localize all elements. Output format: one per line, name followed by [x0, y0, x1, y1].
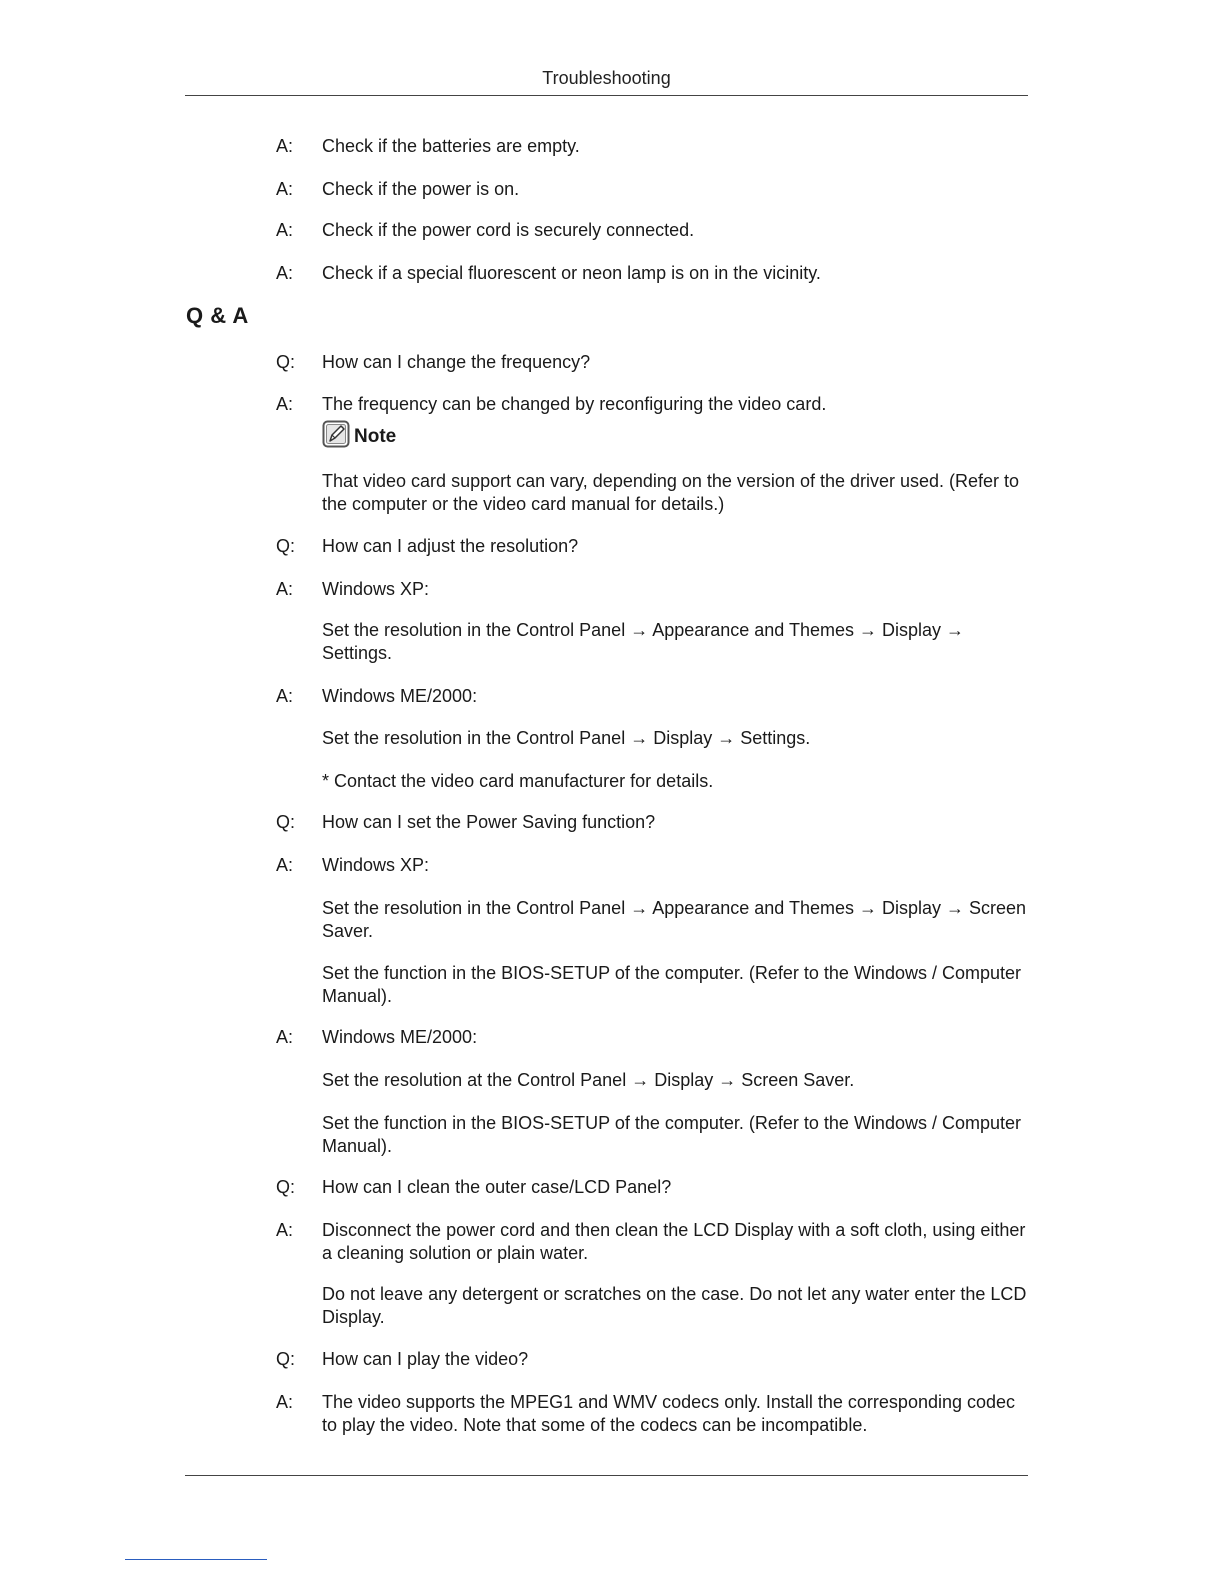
note-callout	[322, 418, 396, 448]
answer-text: Windows ME/2000:	[322, 686, 478, 706]
answer-prefix: A:	[276, 1027, 294, 1047]
question-text: How can I adjust the resolution?	[322, 536, 579, 556]
answer-detail: Set the function in the BIOS-SETUP of the computer. (Refer to the Windows / Computer Manual).	[322, 1113, 1021, 1156]
answer-detail: Set the resolution at the Control Panel → Display → Screen Saver.	[322, 1070, 855, 1090]
answer-text: Check if the power is on.	[322, 179, 520, 199]
question-prefix: Q:	[276, 1349, 296, 1369]
answer-text: Disconnect the power cord and then clean the LCD Display with a soft cloth, using either a cleaning solution or plain water.	[322, 1220, 1026, 1263]
answer-text: Check if the power cord is securely connected.	[322, 220, 695, 240]
answer-prefix: A:	[276, 855, 294, 875]
answer-prefix: A:	[276, 1220, 294, 1240]
note-text: That video card support can vary, depending on the version of the driver used. (Refer to the computer or the video card manual for details.)	[322, 471, 1020, 514]
answer-detail: Set the function in the BIOS-SETUP of the computer. (Refer to the Windows / Computer Manual).	[322, 963, 1021, 1006]
note-label: Note	[354, 426, 397, 447]
question-prefix: Q:	[276, 352, 296, 372]
question-text: How can I change the frequency?	[322, 352, 591, 372]
answer-text: Windows XP:	[322, 855, 430, 875]
answer-prefix: A:	[276, 1392, 294, 1412]
footer-link-underline	[125, 1559, 267, 1560]
footer-divider	[185, 1475, 1028, 1476]
question-text: How can I play the video?	[322, 1349, 529, 1369]
question-text: How can I set the Power Saving function?	[322, 812, 656, 832]
question-prefix: Q:	[276, 1177, 296, 1197]
answer-detail: Do not leave any detergent or scratches on the case. Do not let any water enter the LCD Display.	[322, 1284, 1027, 1327]
answer-detail: Set the resolution in the Control Panel → Appearance and Themes → Display → Settings.	[322, 620, 965, 663]
answer-prefix: A:	[276, 394, 294, 414]
answer-text: The frequency can be changed by reconfiguring the video card.	[322, 394, 827, 414]
answer-prefix: A:	[276, 136, 294, 156]
answer-prefix: A:	[276, 179, 294, 199]
answer-prefix: A:	[276, 263, 294, 283]
page-header-title: Troubleshooting	[542, 68, 671, 88]
note-pencil-icon	[322, 420, 350, 448]
answer-detail: Set the resolution in the Control Panel → Appearance and Themes → Display → Screen Saver.	[322, 898, 1027, 941]
answer-prefix: A:	[276, 220, 294, 240]
answer-text: The video supports the MPEG1 and WMV codecs only. Install the corresponding codec to play the video. Note that some of the codecs can be incompatible.	[322, 1392, 1016, 1435]
answer-text: Windows ME/2000:	[322, 1027, 478, 1047]
question-prefix: Q:	[276, 812, 296, 832]
answer-footnote: * Contact the video card manufacturer for details.	[322, 771, 714, 791]
answer-text: Windows XP:	[322, 579, 430, 599]
answer-text: Check if the batteries are empty.	[322, 136, 580, 156]
answer-prefix: A:	[276, 686, 294, 706]
answer-text: Check if a special fluorescent or neon lamp is on in the vicinity.	[322, 263, 821, 283]
question-prefix: Q:	[276, 536, 296, 556]
qa-section-heading: Q & A	[186, 303, 249, 328]
answer-detail: Set the resolution in the Control Panel → Display → Settings.	[322, 728, 811, 748]
header-divider	[185, 95, 1028, 96]
question-text: How can I clean the outer case/LCD Panel?	[322, 1177, 672, 1197]
answer-prefix: A:	[276, 579, 294, 599]
